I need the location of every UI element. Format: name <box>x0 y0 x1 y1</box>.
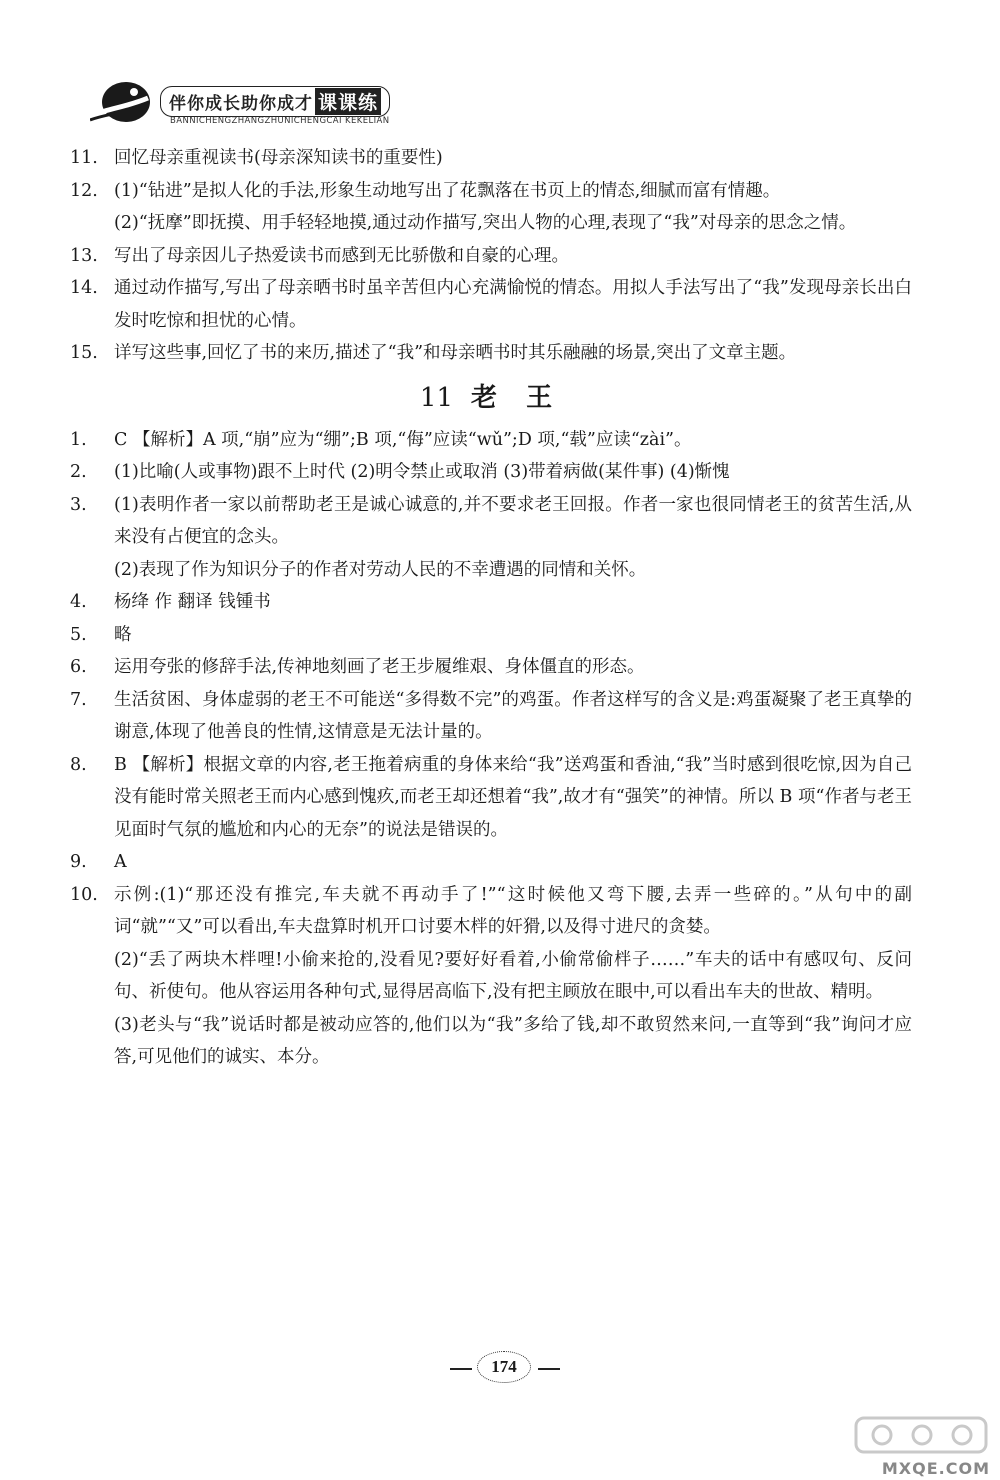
answer-item <box>70 207 912 240</box>
answer-number: 15. <box>70 343 98 363</box>
page-footer <box>450 1353 560 1383</box>
answer-item <box>70 651 912 684</box>
answers-bottom-list <box>70 424 912 1074</box>
answer-item <box>70 619 912 652</box>
watermark-text: MXQE.COM <box>881 1459 990 1478</box>
answer-text: 通过动作描写,写出了母亲晒书时虽辛苦但内心充满愉悦的情态。用拟人手法写出了“我”发现母亲长出白发时吃惊和担忧的心情。 <box>114 278 912 331</box>
answer-item <box>70 142 912 175</box>
header-slogan <box>160 86 390 117</box>
answer-item <box>70 749 912 847</box>
answer-text: 略 <box>114 624 132 645</box>
answer-number: 9. <box>70 852 87 872</box>
answer-number: 3. <box>70 494 87 515</box>
answer-number: 11. <box>70 148 98 168</box>
answer-item <box>70 944 912 1009</box>
answers-top-list <box>70 142 912 370</box>
answer-content <box>70 142 912 1074</box>
answer-text: 回忆母亲重视读书(母亲深知读书的重要性) <box>114 148 443 168</box>
answer-item <box>70 489 912 554</box>
answer-text: 写出了母亲因儿子热爱读书而感到无比骄傲和自豪的心理。 <box>114 245 569 266</box>
answer-text: 杨绛 作 翻译 钱锺书 <box>114 592 271 612</box>
answer-text: 示例:(1)“那还没有推完,车夫就不再动手了!”“这时候他又弯下腰,去弄一些碎的。”从句中的副词“就”“又”可以看出,车夫盘算时机开口讨要木柈的奸猾,以及得寸进尺的贪婪。 <box>114 884 912 937</box>
brand-logo-icon <box>90 78 152 130</box>
answer-number: 10. <box>70 884 98 905</box>
answer-number: 6. <box>70 657 87 677</box>
footer-rule-left <box>450 1368 472 1370</box>
answer-text: (2)“抚摩”即抚摸、用手轻轻地摸,通过动作描写,突出人物的心理,表现了“我”对母亲的思念之情。 <box>114 213 857 233</box>
answer-item <box>70 456 912 489</box>
answer-item <box>70 684 912 749</box>
answer-number: 8. <box>70 754 87 775</box>
brand-name: 课课练 <box>315 88 381 115</box>
answer-number: 1. <box>70 429 87 450</box>
section-title <box>70 376 912 420</box>
section-number: 11 <box>419 382 454 413</box>
answer-text: 运用夸张的修辞手法,传神地刻画了老王步履维艰、身体僵直的形态。 <box>114 657 645 677</box>
answer-item <box>70 272 912 337</box>
answer-number: 13. <box>70 245 98 266</box>
answer-text: B 【解析】根据文章的内容,老王拖着病重的身体来给“我”送鸡蛋和香油,“我”当时感到很吃惊,因为自己没有能时常关照老王而内心感到愧疚,而老王却还想着“我”,故才有“强笑”的神情。所以 B 项“作者与老王见面时气氛的尴尬和内心的无奈”的说法是错误的。 <box>114 754 912 840</box>
answer-text: 生活贫困、身体虚弱的老王不可能送“多得数不完”的鸡蛋。作者这样写的含义是:鸡蛋凝聚了老王真挚的谢意,体现了他善良的性情,这情意是无法计量的。 <box>114 689 912 742</box>
answer-text: (1)比喻(人或事物)跟不上时代 (2)明令禁止或取消 (3)带着病做(某件事) (4)惭愧 <box>114 462 730 482</box>
answer-number: 7. <box>70 689 87 710</box>
answer-text: A <box>114 852 127 872</box>
answer-item <box>70 424 912 457</box>
answer-item <box>70 879 912 944</box>
answer-text: (1)表明作者一家以前帮助老王是诚心诚意的,并不要求老王回报。作者一家也很同情老王的贫苦生活,从来没有占便宜的念头。 <box>114 494 912 547</box>
answer-item <box>70 586 912 619</box>
answer-item <box>70 846 912 879</box>
header-pinyin: BANNICHENGZHANGZHUNICHENGCAI KEKELIAN <box>170 116 390 126</box>
answer-number: 4. <box>70 592 87 612</box>
answer-item <box>70 240 912 273</box>
answer-number: 2. <box>70 462 87 482</box>
footer-rule-right <box>538 1368 560 1370</box>
answer-text: (3)老头与“我”说话时都是被动应答的,他们以为“我”多给了钱,却不敢贸然来问,一直等到“我”询问才应答,可见他们的诚实、本分。 <box>114 1014 912 1067</box>
answer-text: (2)表现了作为知识分子的作者对劳动人民的不幸遭遇的同情和关怀。 <box>114 559 647 580</box>
section-name: 老 王 <box>471 382 563 413</box>
answer-item <box>70 175 912 208</box>
answer-text: (1)“钻进”是拟人化的手法,形象生动地写出了花飘落在书页上的情态,细腻而富有情趣。 <box>114 180 781 201</box>
answer-text: C 【解析】A 项,“崩”应为“绷”;B 项,“侮”应读“wǔ”;D 项,“载”应读“zài”。 <box>114 429 692 450</box>
answer-number: 12. <box>70 180 98 201</box>
answer-number: 5. <box>70 624 87 645</box>
answer-item <box>70 337 912 370</box>
slogan-text: 伴你成长助你成才 <box>169 94 313 114</box>
answer-text: (2)“丢了两块木柈哩!小偷来抢的,没看见?要好好看着,小偷常偷柈子……”车夫的话中有感叹句、反问句、祈使句。他从容运用各种句式,显得居高临下,没有把主顾放在眼中,可以看出车夫的世故、精明。 <box>114 949 912 1002</box>
page-header <box>90 78 430 140</box>
answer-item <box>70 554 912 587</box>
answer-text: 详写这些事,回忆了书的来历,描述了“我”和母亲晒书时其乐融融的场景,突出了文章主题。 <box>114 343 797 363</box>
page-number: 174 <box>477 1351 531 1383</box>
answer-item <box>70 1009 912 1074</box>
answer-number: 14. <box>70 278 98 298</box>
